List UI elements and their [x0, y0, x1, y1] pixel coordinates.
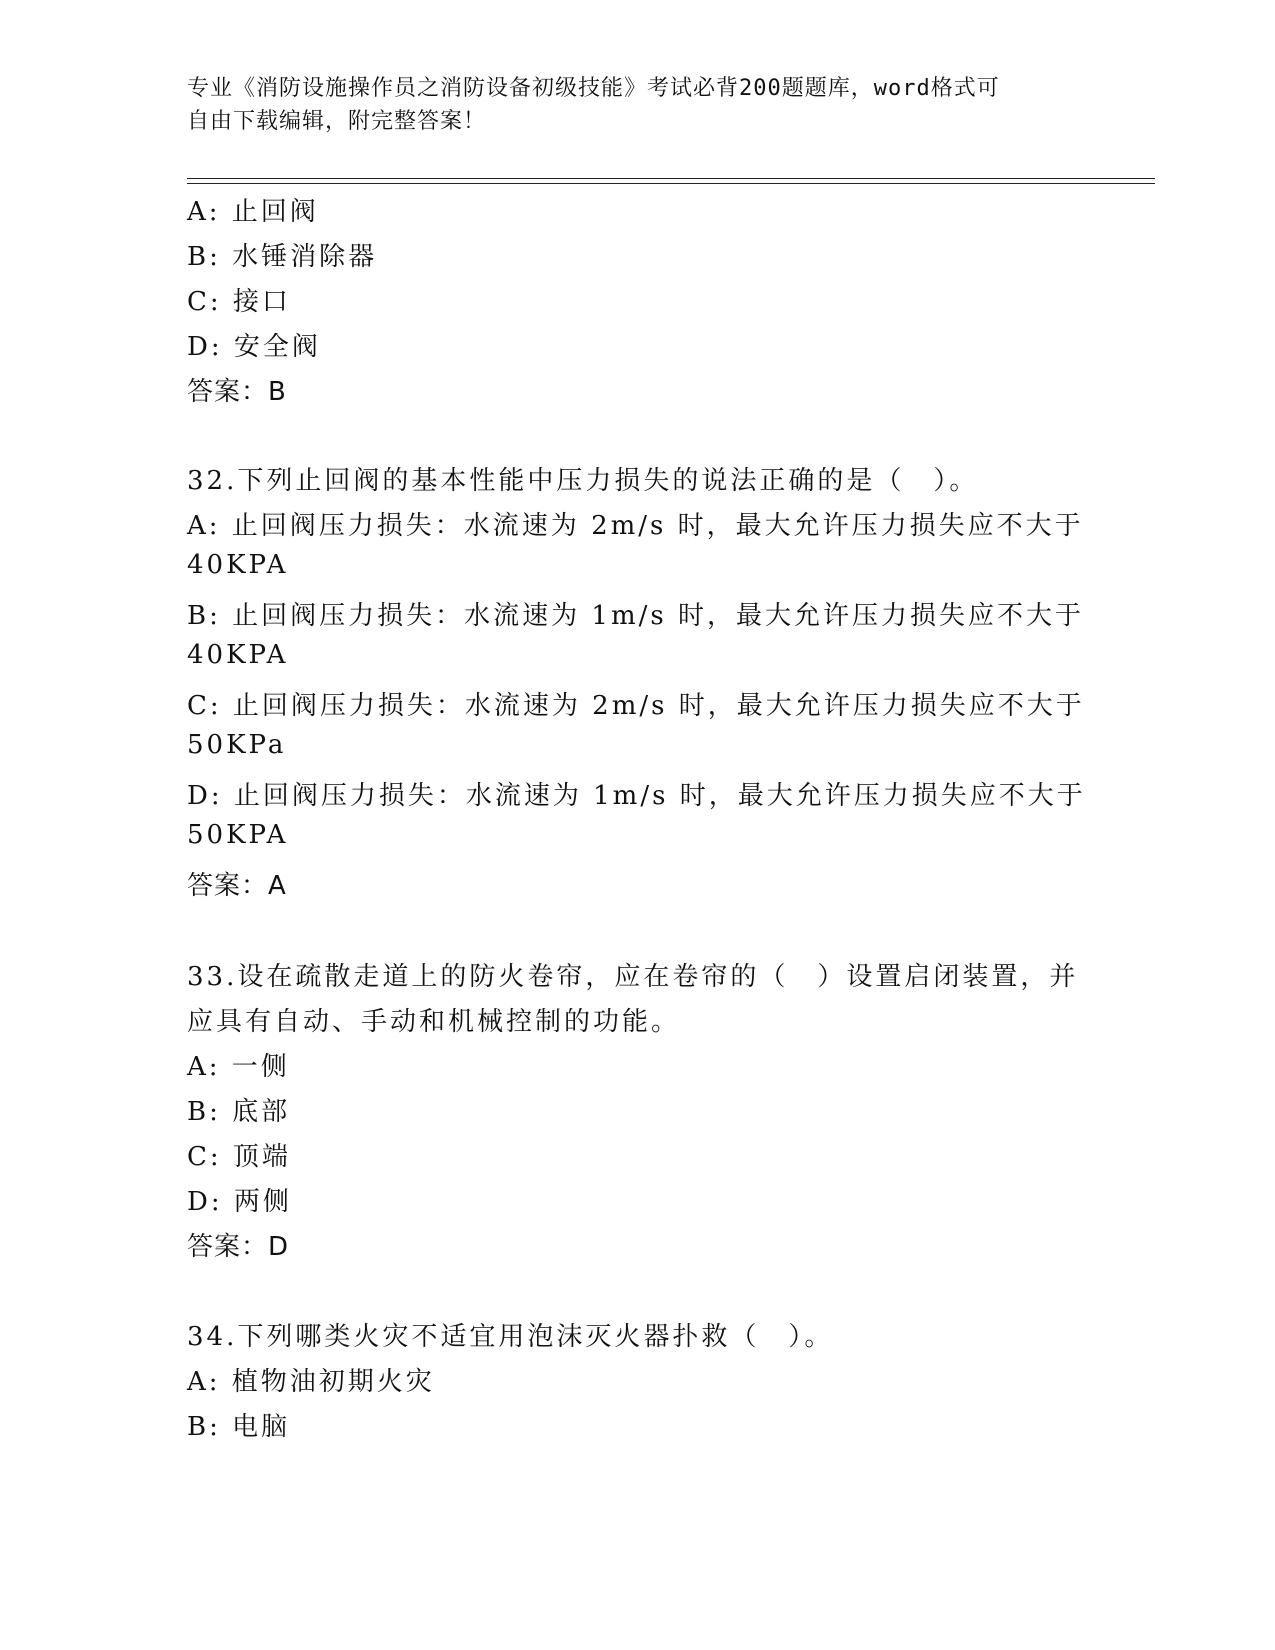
- q32-option-a-line1: A: 止回阀压力损失：水流速为 2m/s 时，最大允许压力损失应不大于: [187, 511, 1084, 541]
- header-line-1: 专业《消防设施操作员之消防设备初级技能》考试必背200题题库，word格式可: [187, 76, 1000, 101]
- q32-option-c-line1: C: 止回阀压力损失：水流速为 2m/s 时，最大允许压力损失应不大于: [187, 691, 1085, 721]
- document-header: [187, 72, 1087, 138]
- q31-option-d: D: 安全阀: [187, 332, 321, 362]
- q32-option-c-line2: 50KPa: [187, 730, 287, 760]
- header-rule-top: [187, 178, 1155, 179]
- q31-option-a: A: 止回阀: [187, 197, 319, 227]
- q32-option-b-line2: 40KPA: [187, 640, 289, 670]
- q32-option-d-line2: 50KPA: [187, 820, 289, 850]
- q33-option-b: B: 底部: [187, 1097, 291, 1127]
- q32-stem: 32.下列止回阀的基本性能中压力损失的说法正确的是（ ）。: [187, 466, 979, 496]
- q32-option-a-line2: 40KPA: [187, 550, 289, 580]
- q32-option-d-line1: D: 止回阀压力损失：水流速为 1m/s 时，最大允许压力损失应不大于: [187, 781, 1086, 811]
- header-line-2: 自由下载编辑，附完整答案！: [187, 109, 487, 134]
- q34-option-a: A: 植物油初期火灾: [187, 1367, 435, 1397]
- q33-stem-line1: 33.设在疏散走道上的防火卷帘，应在卷帘的（ ）设置启闭装置，并: [187, 962, 1079, 992]
- q31-option-b: B: 水锤消除器: [187, 242, 378, 272]
- q34-option-b: B: 电脑: [187, 1412, 291, 1442]
- q32-answer: 答案：A: [187, 871, 287, 901]
- q33-answer: 答案：D: [187, 1232, 290, 1262]
- header-rule-bottom: [187, 183, 1155, 184]
- q33-option-a: A: 一侧: [187, 1052, 290, 1082]
- q31-answer: 答案：B: [187, 377, 287, 407]
- q33-option-d: D: 两侧: [187, 1187, 292, 1217]
- q32-option-b-line1: B: 止回阀压力损失：水流速为 1m/s 时，最大允许压力损失应不大于: [187, 601, 1084, 631]
- q33-option-c: C: 顶端: [187, 1142, 291, 1172]
- q31-option-c: C: 接口: [187, 287, 291, 317]
- q34-stem: 34.下列哪类火灾不适宜用泡沫灭火器扑救（ ）。: [187, 1322, 834, 1352]
- q33-stem-line2: 应具有自动、手动和机械控制的功能。: [187, 1007, 681, 1037]
